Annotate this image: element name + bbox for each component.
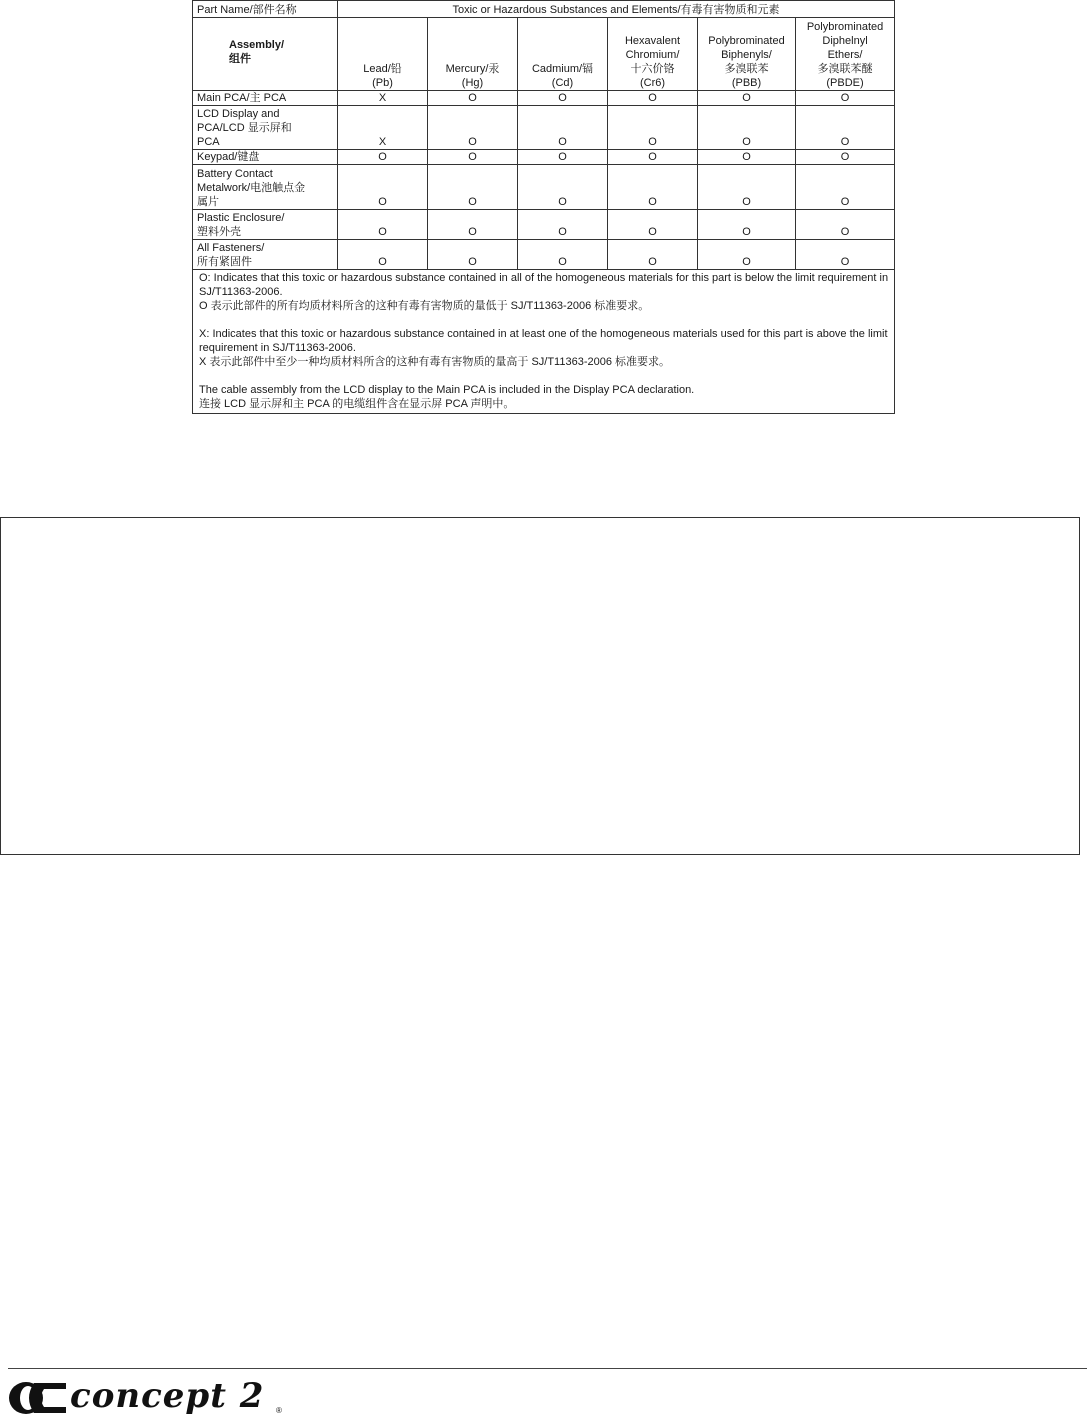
value-cell: O — [428, 240, 518, 270]
column-header-line: Diphelnyl — [822, 35, 868, 47]
part-name-line: 塑料外壳 — [197, 226, 241, 238]
column-header-line: (PBB) — [731, 77, 762, 89]
value-cell: O — [428, 165, 518, 210]
part-name-cell — [193, 106, 338, 150]
part-name-cell — [193, 210, 338, 240]
footer-divider — [8, 1368, 1087, 1369]
part-name-cell — [193, 240, 338, 270]
part-name-line: All Fasteners/ — [197, 242, 265, 254]
table-row — [193, 91, 895, 106]
value-cell: O — [428, 150, 518, 165]
column-header-line: Lead/铅 — [363, 63, 402, 75]
value-cell: O — [608, 165, 698, 210]
part-name-line: 所有紧固件 — [197, 256, 252, 268]
note-x-chinese: X 表示此部件中至少一种均质材料所含的这种有毒有害物质的量高于 SJ/T11363-2006 标准要求。 — [199, 356, 671, 368]
part-name-cell — [193, 150, 338, 165]
table-row — [193, 150, 895, 165]
note-o-english: O: Indicates that this toxic or hazardous substance contained in all of the homogeneous materials for this part is below the limit requirement in SJ/T11363-2006. — [199, 272, 889, 298]
concept2-logo — [8, 1376, 298, 1416]
column-header-pbde — [796, 18, 895, 91]
value-cell: O — [518, 210, 608, 240]
value-cell: O — [518, 106, 608, 150]
part-name-header: Part Name/部件名称 — [193, 1, 338, 18]
value-cell: O — [608, 210, 698, 240]
part-name-line: PCA/LCD 显示屏和 — [197, 122, 292, 134]
table-column-header-row — [193, 18, 895, 91]
column-header-line: 多溴联苯醚 — [817, 63, 873, 75]
value-cell: O — [608, 240, 698, 270]
part-name-line: Metalwork/电池触点金 — [197, 182, 306, 194]
assembly-label-zh: 组件 — [229, 53, 251, 65]
column-header-line: Polybrominated — [708, 35, 785, 47]
value-cell: O — [698, 106, 796, 150]
value-cell: O — [608, 150, 698, 165]
empty-content-box — [0, 517, 1080, 855]
value-cell: O — [518, 165, 608, 210]
value-cell: O — [518, 150, 608, 165]
value-cell: O — [796, 240, 895, 270]
note-cable-chinese: 连接 LCD 显示屏和主 PCA 的电缆组件含在显示屏 PCA 声明中。 — [199, 398, 515, 410]
registered-mark: ® — [276, 1406, 282, 1415]
value-cell: X — [338, 106, 428, 150]
value-cell: O — [796, 106, 895, 150]
value-cell: O — [796, 210, 895, 240]
column-header-line: Mercury/汞 — [445, 63, 500, 75]
part-name-cell — [193, 91, 338, 106]
part-name-line: Main PCA/主 PCA — [197, 92, 287, 104]
value-cell: O — [698, 165, 796, 210]
table-row — [193, 210, 895, 240]
column-header-line: (Hg) — [461, 77, 484, 89]
column-header-line: (PBDE) — [826, 77, 864, 89]
column-header-chromium — [608, 18, 698, 91]
value-cell: O — [698, 210, 796, 240]
column-header-line: Hexavalent — [624, 35, 681, 47]
value-cell: X — [338, 91, 428, 106]
table-notes — [193, 270, 895, 414]
column-header-line: (Cr6) — [639, 77, 666, 89]
note-x-english: X: Indicates that this toxic or hazardous substance contained in at least one of the homogeneous materials used for this part is above the limit requirement in SJ/T11363-2006. — [199, 328, 888, 354]
value-cell: O — [698, 240, 796, 270]
column-header-cadmium — [518, 18, 608, 91]
column-header-line: Cadmium/镉 — [531, 63, 594, 75]
value-cell: O — [518, 240, 608, 270]
value-cell: O — [608, 91, 698, 106]
note-cable-english: The cable assembly from the LCD display to the Main PCA is included in the Display PCA declaration. — [199, 384, 695, 396]
table-row — [193, 106, 895, 150]
assembly-label-en: Assembly/ — [229, 39, 285, 51]
part-name-cell — [193, 165, 338, 210]
value-cell: O — [428, 106, 518, 150]
value-cell: O — [428, 210, 518, 240]
table-row — [193, 165, 895, 210]
value-cell: O — [338, 210, 428, 240]
column-header-line: Biphenyls/ — [721, 49, 772, 61]
value-cell: O — [338, 150, 428, 165]
column-header-line: Ethers/ — [827, 49, 863, 61]
toxic-substances-header: Toxic or Hazardous Substances and Elements/有毒有害物质和元素 — [338, 1, 895, 18]
value-cell: O — [608, 106, 698, 150]
column-header-lead — [338, 18, 428, 91]
column-header-mercury — [428, 18, 518, 91]
part-name-line: LCD Display and — [197, 108, 280, 120]
assembly-header-cell — [193, 18, 338, 91]
column-header-line: (Pb) — [372, 77, 393, 89]
part-name-line: 属片 — [197, 196, 219, 208]
column-header-line: 十六价铬 — [630, 63, 675, 75]
value-cell: O — [518, 91, 608, 106]
column-header-line: Chromium/ — [625, 49, 680, 61]
concept2-wordmark: concept 2 — [70, 1376, 265, 1416]
rohs-substance-table — [192, 0, 895, 414]
assembly-label — [197, 38, 333, 66]
column-header-line: 多溴联苯 — [724, 63, 769, 75]
part-name-line: Plastic Enclosure/ — [197, 212, 285, 224]
value-cell: O — [698, 91, 796, 106]
table-header-row — [193, 1, 895, 18]
value-cell: O — [796, 91, 895, 106]
column-header-line: (Cd) — [551, 77, 574, 89]
concept2-logo-mark-icon — [8, 1380, 68, 1416]
value-cell: O — [796, 165, 895, 210]
value-cell: O — [698, 150, 796, 165]
value-cell: O — [796, 150, 895, 165]
value-cell: O — [338, 165, 428, 210]
value-cell: O — [338, 240, 428, 270]
part-name-line: Keypad/键盘 — [197, 151, 260, 163]
value-cell: O — [428, 91, 518, 106]
table-row — [193, 240, 895, 270]
column-header-line: Polybrominated — [806, 21, 884, 33]
part-name-line: PCA — [197, 136, 220, 148]
part-name-line: Battery Contact — [197, 168, 273, 180]
note-o-chinese: O 表示此部件的所有均质材料所含的这种有毒有害物质的量低于 SJ/T11363-2006 标准要求。 — [199, 300, 650, 312]
column-header-pbb — [698, 18, 796, 91]
table-notes-row — [193, 270, 895, 414]
